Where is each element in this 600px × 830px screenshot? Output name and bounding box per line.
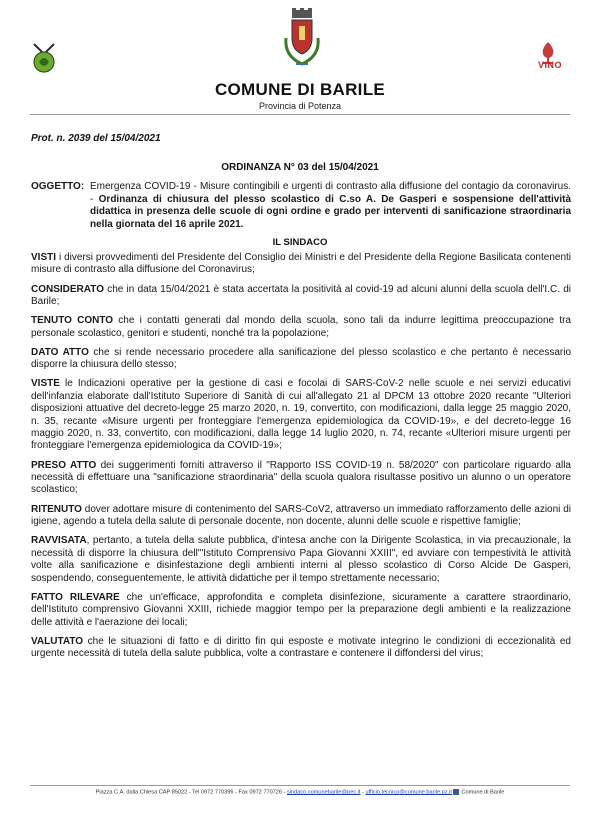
paragraph [31,252,571,277]
subject-block [31,181,571,231]
paragraph-text: i diversi provvedimenti del Presidente del Consiglio dei Ministri e del Presidente della Regione Basilicata contenenti misure di contrasto alla diffusione del Coronavirus; [31,252,571,276]
paragraph-keyword: VISTI [31,252,57,263]
paragraph-text: dover adottare misure di contenimento del SARS-CoV2, attraverso un immediato rafforzamento delle azioni di igiene, agendo a tutela della salute di personale docente, non docente, alunni delle scuole e rispettive famiglie; [31,503,571,528]
facebook-label: Comune di Barile [461,789,505,796]
coat-of-arms-icon [282,8,322,70]
paragraph-keyword: CONSIDERATO [31,283,104,295]
paragraph [31,378,571,452]
page-subtitle: Provincia di Potenza [258,101,342,111]
paragraph [31,315,571,340]
paragraph-keyword: PRESO ATTO [31,459,97,471]
subject-text [90,181,571,231]
green-emblem-icon [30,40,60,76]
paragraph [31,284,571,309]
paragraph-text: che in data 15/04/2021 è stata accertata la positività al covid-19 ad alcuni alunni della scuola dell'I.C. di Barile; [31,283,571,308]
footer [0,789,600,795]
document-body [31,252,571,667]
paragraph-keyword: DATO ATTO [31,346,89,358]
logo-text: VINO [538,60,563,70]
pec-link[interactable]: sindaco.comunebarile@pec.it [287,789,361,796]
page-title: COMUNE DI BARILE [214,80,386,99]
paragraph-keyword: RAVVISATA [31,535,87,547]
protocol-number: Prot. n. 2039 del 15/04/2021 [31,133,161,144]
footer-separator: - [360,789,366,796]
paragraph-text: che un'efficace, approfondita e completa disinfezione, sicuramente a carattere straordinario, dell'Istituto comprensivo Giovanni XXIII, richiede maggior tempo per la preparazione degli ambienti e la realizzazione delle attività e l'aerazione dei locali; [31,591,571,628]
footer-address: Piazza C.A. dalla Chiesa CAP 85022 - Tel 0972 770396 - Fax 0972 770726 - [95,789,287,796]
paragraph-keyword: FATTO RILEVARE [31,591,120,603]
facebook-icon [453,789,459,795]
paragraph [31,592,571,629]
paragraph-keyword: VALUTATO [31,635,84,647]
paragraph-keyword: VISTE [31,378,60,390]
paragraph [31,504,571,529]
paragraph [31,535,571,585]
paragraph-text: dei suggerimenti forniti attraverso il "Rapporto ISS COVID-19 n. 58/2020" con particolare riguardo alla necessità di effettuare una "sanificazione straordinaria" della scuola qualora risultasse positivo un alunno o un operatore scolastico; [31,459,571,496]
paragraph-text: che le situazioni di fatto e di diritto fin qui esposte e motivate integrino le condizioni di eccezionalità ed urgente necessità di tutela della salute pubblica, volte a contrastare e contenere il diffondersi del virus; [31,635,571,660]
paragraph [31,347,571,372]
paragraph-text: che si rende necessario procedere alla sanificazione del plesso scolastico e che pertanto è necessario disporre la chiusura dello stesso; [31,346,572,371]
header-divider [30,114,570,115]
paragraph [31,636,571,661]
paragraph [31,460,571,497]
subject-plain: Emergenza COVID-19 - Misure contingibili e urgenti di contrasto alla diffusione del contagio da coronavirus. - [90,181,571,205]
ordinance-heading: ORDINANZA N° 03 del 15/04/2021 [221,162,379,173]
citta-del-vino-logo [530,40,566,74]
paragraph-text: che i contatti generati dal mondo della scuola, sono tali da indurre legittima preoccupazione tra personale scolastico, genitori e studenti, nonché tra la popolazione; [31,315,571,339]
footer-divider [30,785,570,786]
section-heading: IL SINDACO [272,237,328,248]
subject-label: OGGETTO: [31,181,85,192]
paragraph-keyword: TENUTO CONTO [31,315,114,327]
paragraph-text: le Indicazioni operative per la gestione di casi e focolai di SARS-CoV-2 nelle scuole e nei servizi educativi dell'infanzia elaborate dall'Istituto Superiore di Sanità di cui all'allegato 21 al DPCM 13 ottobre 2020 recante "Ulteriori disposizioni attuative del decreto-legge 25 marzo 2020, n. 19, convertito, con modificazioni, dalla legge 25 maggio 2020, n. 35, recante «Misure urgenti per fronteggiare l'emergenza epidemiologica da COVID-19», e del decreto-legge 16 maggio 2020, n. 33, convertito, con modificazioni, dalla legge 14 luglio 2020, n. 74, recante «Ulteriori misure urgenti per fronteggiare l'emergenza epidemiologica da COVID-19»; [31,378,571,452]
subject-bold: Ordinanza di chiusura del plesso scolastico di C.so A. De Gasperi e sospensione dell'attività didattica in presenza delle scuole di ogni ordine e grado per interventi di sanificazione straordinaria nella giornata del 16 aprile 2021. [90,193,572,230]
paragraph-keyword: RITENUTO [31,503,82,515]
email-link[interactable]: ufficio.tecnico@comune.barile.pz.it [365,789,452,796]
paragraph-text: , pertanto, a tutela della salute pubblica, d'intesa anche con la Dirigente Scolastica, in via precauzionale, la necessità di disporre la chiusura dell'"Istituto Comprensivo Papa Giovanni XXIII", ed avviare con tempestività le attività volte alla sanificazione e disinfestazione degli ambienti interni al plesso scolastico di Corso Alcide De Gasperi, sospendendo, conseguentemente, le attività didattiche per il tempo strettamente necessario; [31,535,571,584]
